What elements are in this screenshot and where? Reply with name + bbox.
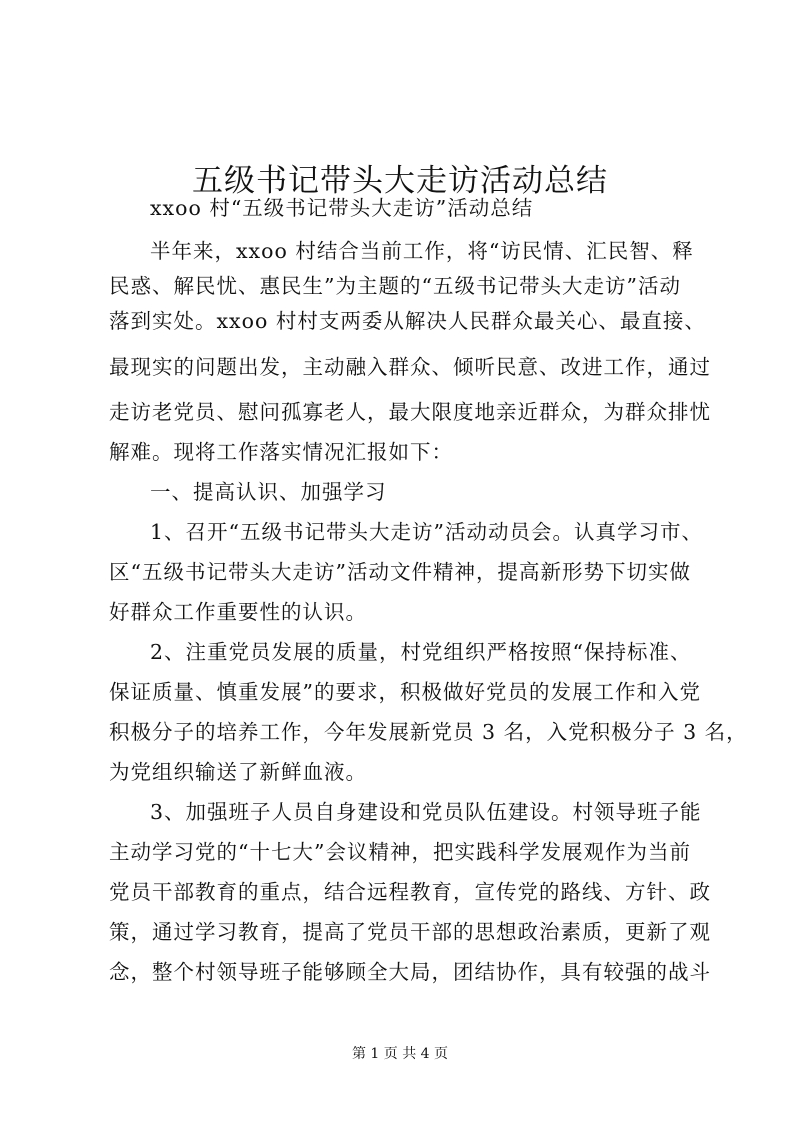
body-line: 策，通过学习教育，提高了党员干部的思想政治素质，更新了观	[109, 920, 711, 944]
body-line: 为党组织输送了新鲜血液。	[109, 760, 367, 784]
body-line: 念，整个村领导班子能够顾全大局，团结协作，具有较强的战斗	[109, 960, 711, 984]
body-line: 落到实处。xxoo 村村支两委从解决人民群众最关心、最直接、	[109, 309, 706, 333]
body-line: 2、注重党员发展的质量，村党组织严格按照“保持标准、	[150, 640, 692, 664]
body-line: 积极分子的培养工作，今年发展新党员 3 名，入党积极分子 3 名，	[109, 720, 748, 744]
document-title: 五级书记带头大走访活动总结	[192, 162, 608, 199]
section-heading: 一、提高认识、加强学习	[150, 480, 387, 504]
body-line: 半年来，xxoo 村结合当前工作，将“访民情、汇民智、释	[150, 239, 694, 263]
body-line: 民惑、解民忧、惠民生”为主题的“五级书记带头大走访”活动	[109, 274, 681, 298]
body-line: 主动学习党的“十七大”会议精神，把实践科学发展观作为当前	[109, 840, 691, 864]
body-line: 解难。现将工作落实情况汇报如下：	[109, 440, 453, 464]
body-line: 保证质量、慎重发展”的要求，积极做好党员的发展工作和入党	[109, 680, 701, 704]
body-line: 3、加强班子人员自身建设和党员队伍建设。村领导班子能	[150, 800, 702, 824]
subtitle-line: xxoo 村“五级书记带头大走访”活动总结	[150, 196, 534, 220]
body-line: 1、召开“五级书记带头大走访”活动动员会。认真学习市、	[150, 520, 704, 544]
page-number: 第 1 页 共 4 页	[351, 1046, 449, 1062]
body-line: 最现实的问题出发，主动融入群众、倾听民意、改进工作，通过	[109, 355, 711, 379]
body-line: 好群众工作重要性的认识。	[109, 600, 367, 624]
body-line: 走访老党员、慰问孤寡老人，最大限度地亲近群众，为群众排忧	[109, 400, 711, 424]
body-line: 党员干部教育的重点，结合远程教育，宣传党的路线、方针、政	[109, 880, 711, 904]
body-line: 区“五级书记带头大走访”活动文件精神，提高新形势下切实做	[109, 560, 691, 584]
